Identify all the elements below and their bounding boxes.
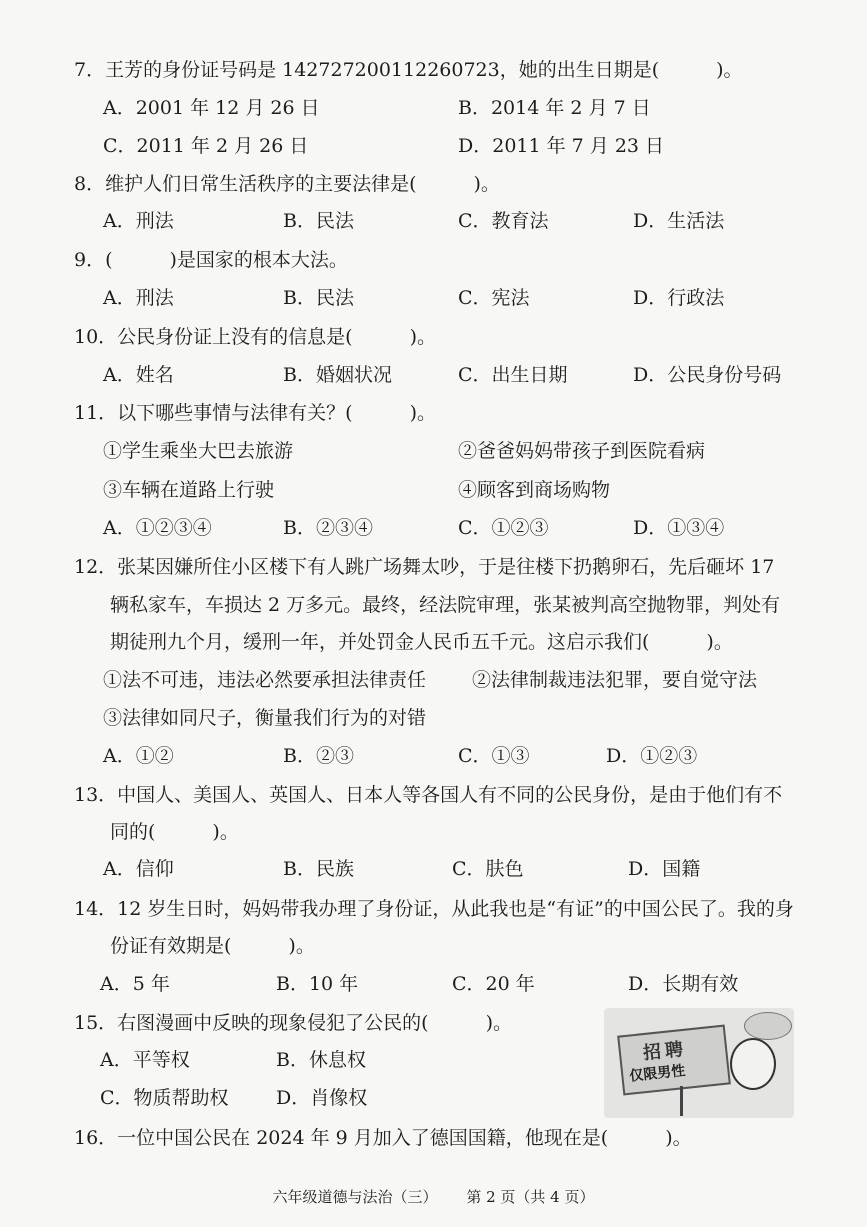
question-14-option-c: C．20 年 <box>452 973 535 995</box>
question-14-stem-line-1: 14．12 岁生日时，妈妈带我办理了身份证，从此我也是“有证”的中国公民了。我的身 <box>74 898 794 920</box>
footer-page-number: 第 2 页（共 4 页） <box>466 1188 595 1206</box>
question-12-stem-line-3: 期徒刑九个月，缓刑一年，并处罚金人民币五千元。这启示我们( )。 <box>110 631 733 653</box>
question-8-option-b: B．民法 <box>283 210 354 232</box>
question-8-stem: 8．维护人们日常生活秩序的主要法律是( )。 <box>74 173 500 195</box>
cartoon-sign-text: 仅限男性 <box>628 1062 687 1085</box>
question-11-statement-4: ④顾客到商场购物 <box>458 479 611 501</box>
question-8-option-d: D．生活法 <box>633 210 725 232</box>
question-11-statement-1: ①学生乘坐大巴去旅游 <box>103 440 294 462</box>
question-16-stem: 16．一位中国公民在 2024 年 9 月加入了德国国籍，他现在是( )。 <box>74 1127 692 1149</box>
question-10-option-c: C．出生日期 <box>458 364 568 386</box>
question-7-option-b: B．2014 年 2 月 7 日 <box>458 97 651 119</box>
question-14-stem-line-2: 份证有效期是( )。 <box>110 935 315 957</box>
question-13-option-b: B．民族 <box>283 858 354 880</box>
question-12-option-c: C．①③ <box>458 745 530 767</box>
question-8-option-a: A．刑法 <box>103 210 174 232</box>
question-11-statement-3: ③车辆在道路上行驶 <box>103 479 275 501</box>
question-15-stem: 15．右图漫画中反映的现象侵犯了公民的( )。 <box>74 1012 513 1034</box>
question-12-stem-line-2: 辆私家车，车损达 2 万多元。最终，经法院审理，张某被判高空抛物罪，判处有 <box>110 594 781 616</box>
question-12-option-b: B．②③ <box>283 745 354 767</box>
question-12-statement-1: ①法不可违，违法必然要承担法律责任 <box>103 669 427 691</box>
question-12-statement-2: ②法律制裁违法犯罪，要自觉守法 <box>472 669 758 691</box>
question-7-option-d: D．2011 年 7 月 23 日 <box>458 135 665 157</box>
question-13-option-d: D．国籍 <box>628 858 701 880</box>
question-11-option-a: A．①②③④ <box>103 517 212 539</box>
speech-bubble <box>744 1012 792 1040</box>
question-7-option-a: A．2001 年 12 月 26 日 <box>103 97 320 119</box>
question-10-option-a: A．姓名 <box>103 364 174 386</box>
question-13-option-a: A．信仰 <box>103 858 174 880</box>
question-9-stem: 9．( )是国家的根本大法。 <box>74 249 348 271</box>
question-7-option-c: C．2011 年 2 月 26 日 <box>103 135 309 157</box>
question-11-statement-2: ②爸爸妈妈带孩子到医院看病 <box>458 440 706 462</box>
question-14-option-b: B．10 年 <box>276 973 359 995</box>
question-9-option-a: A．刑法 <box>103 287 174 309</box>
question-10-option-d: D．公民身份号码 <box>633 364 782 386</box>
question-11-option-b: B．②③④ <box>283 517 373 539</box>
question-14-option-a: A．5 年 <box>100 973 170 995</box>
question-12-statement-3: ③法律如同尺子，衡量我们行为的对错 <box>103 707 427 729</box>
question-12-option-a: A．①② <box>103 745 174 767</box>
question-14-option-d: D．长期有效 <box>628 973 739 995</box>
question-11-option-d: D．①③④ <box>633 517 725 539</box>
question-12-option-d: D．①②③ <box>606 745 698 767</box>
question-15-option-a: A．平等权 <box>100 1049 190 1071</box>
question-7-stem: 7．王芳的身份证号码是 142727200112260723，她的出生日期是( )。 <box>74 59 743 81</box>
question-10-option-b: B．婚姻状况 <box>283 364 392 386</box>
footer-subject: 六年级道德与法治（三） <box>272 1188 438 1206</box>
question-8-option-c: C．教育法 <box>458 210 549 232</box>
cartoon-figure <box>730 1038 776 1090</box>
question-15-option-c: C．物质帮助权 <box>100 1087 229 1109</box>
question-9-option-b: B．民法 <box>283 287 354 309</box>
question-13-stem-line-2: 同的( )。 <box>110 821 239 843</box>
question-11-option-c: C．①②③ <box>458 517 549 539</box>
sign-pole <box>680 1086 683 1116</box>
question-9-option-d: D．行政法 <box>633 287 725 309</box>
recruitment-sign <box>617 1025 731 1096</box>
question-13-stem-line-1: 13．中国人、美国人、英国人、日本人等各国人有不同的公民身份，是由于他们有不 <box>74 784 783 806</box>
question-12-stem-line-1: 12．张某因嫌所住小区楼下有人跳广场舞太吵，于是往楼下扔鹅卵石，先后砸坏 17 <box>74 556 775 578</box>
question-11-stem: 11．以下哪些事情与法律有关？( )。 <box>74 402 437 424</box>
page-footer <box>0 1186 867 1207</box>
cartoon-sign-title: 招聘 <box>642 1038 689 1065</box>
question-13-option-c: C．肤色 <box>452 858 524 880</box>
question-15-option-d: D．肖像权 <box>276 1087 368 1109</box>
question-10-stem: 10．公民身份证上没有的信息是( )。 <box>74 326 437 348</box>
question-9-option-c: C．宪法 <box>458 287 530 309</box>
question-15-option-b: B．休息权 <box>276 1049 366 1071</box>
cartoon-illustration <box>604 1008 794 1118</box>
